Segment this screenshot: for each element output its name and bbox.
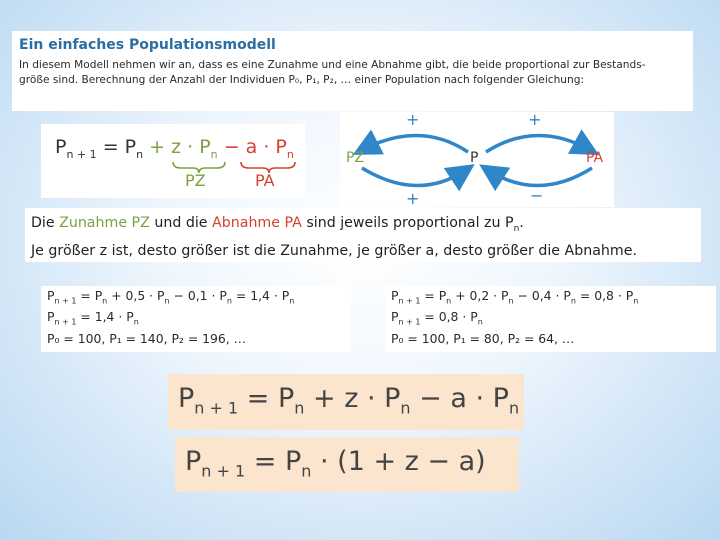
intro-text [19, 58, 686, 88]
page-title: Ein einfaches Populationsmodell [19, 37, 276, 53]
explanation-line-1: Die Zunahme PZ und die Abnahme PA sind jeweils proportional zu $P_n$. [31, 215, 524, 234]
node-pz: PZ [346, 150, 365, 166]
eq-lhs: P [55, 136, 67, 158]
eq-abnahme-sub: n [286, 147, 294, 161]
sign-top-right: + [528, 110, 542, 129]
intro-line-1: In diesem Modell nehmen wir an, dass es eine Zunahme und eine Abnahme gibt, die beide proportional zur Bestands- [19, 59, 646, 71]
text-zunahme: Zunahme PZ [59, 215, 150, 231]
label-pz: PZ [185, 171, 206, 190]
example-growth-line-3: P₀ = 100, P₁ = 140, P₂ = 196, … [47, 330, 247, 346]
example-growth-line-2: $P_{n + 1} = 1,4 \cdot P_n$ [47, 309, 139, 327]
sign-top-left: + [406, 110, 420, 129]
formula-factored [175, 437, 519, 492]
sign-bottom-left: + [406, 189, 420, 208]
explanation-panel [25, 208, 701, 262]
arrow-bottom-right-icon [488, 168, 592, 186]
node-p: P [470, 150, 479, 166]
sign-bottom-right: − [530, 186, 544, 205]
example-decline-panel [385, 286, 716, 352]
arrow-bottom-left-icon [362, 168, 466, 186]
arrow-top-right-icon [486, 135, 590, 152]
text-abnahme: Abnahme PA [212, 215, 302, 231]
example-decline-line-1: $P_{n + 1} = P_n + 0,2 \cdot P_n - 0,4 \cdot P_n = 0,8 \cdot P_n$ [391, 288, 639, 306]
formula-factored-text: $P_{n + 1} = P_n \cdot (1 + z - a)$ [185, 446, 486, 481]
explanation-line-2: Je größer z ist, desto größer ist die Zunahme, je größer a, desto größer die Abnahme. [31, 242, 637, 259]
main-equation-panel [41, 124, 305, 198]
example-decline-line-2: $P_{n + 1} = 0,8 \cdot P_n$ [391, 309, 483, 327]
formula-expanded [168, 374, 524, 430]
eq-zunahme-sub: n [210, 147, 218, 161]
feedback-diagram [340, 112, 614, 207]
eq-lhs-sub: n + 1 [66, 147, 97, 161]
intro-panel [12, 31, 693, 111]
eq-equals-sub: n [136, 147, 144, 161]
eq-abnahme-term: − a · P [217, 136, 287, 158]
example-growth-panel [41, 286, 351, 352]
formula-expanded-text: $P_{n + 1} = P_n + z \cdot P_n - a \cdot P_n$ [178, 383, 520, 418]
intro-line-2: größe sind. Berechnung der Anzahl der Individuen P₀, P₁, P₂, … einer Population nach folgender Gleichung: [19, 74, 585, 86]
example-decline-line-3: P₀ = 100, P₁ = 80, P₂ = 64, … [391, 330, 575, 346]
eq-equals-term: = P [96, 136, 137, 158]
eq-zunahme-term: + z · P [143, 136, 211, 158]
example-growth-line-1: $P_{n + 1} = P_n + 0,5 \cdot P_n - 0,1 \cdot P_n = 1,4 \cdot P_n$ [47, 288, 295, 306]
label-pa: PA [255, 171, 275, 190]
arrow-top-left-icon [362, 135, 468, 152]
node-pa: PA [586, 150, 604, 166]
